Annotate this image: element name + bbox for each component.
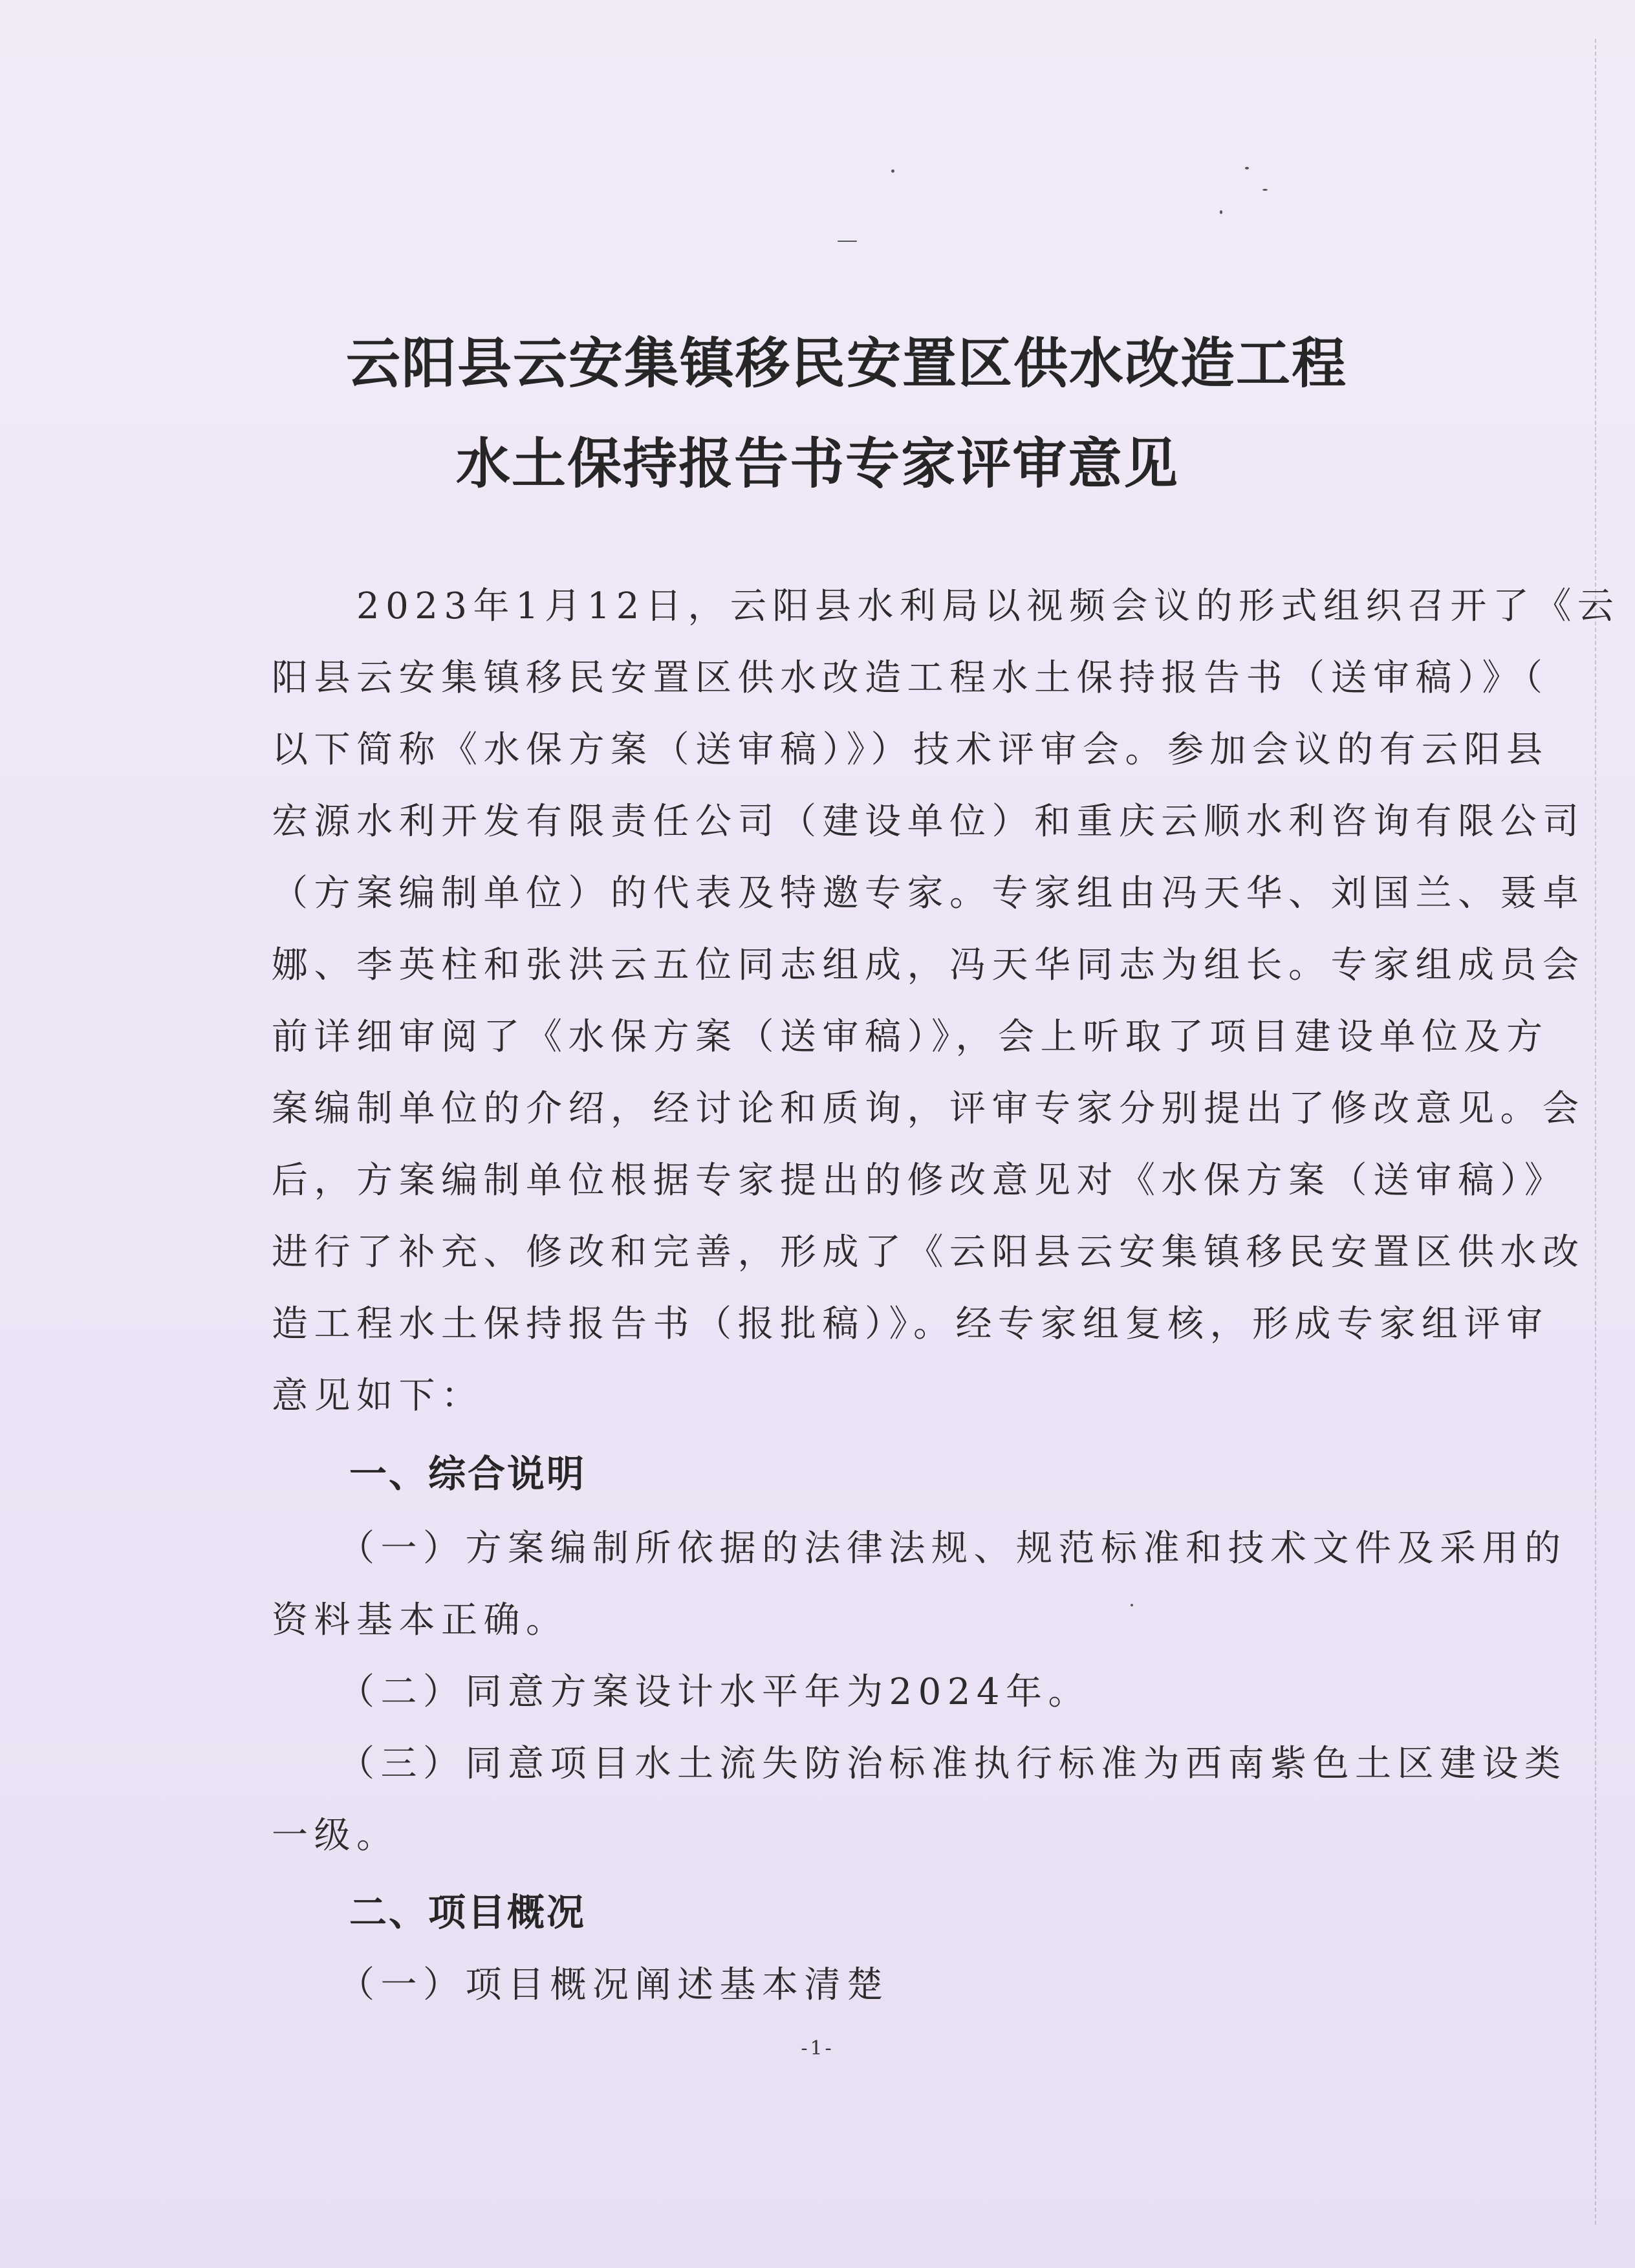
paragraph-line: 前详细审阅了《水保方案（送审稿）》，会上听取了项目建设单位及方 [272,1016,1549,1058]
section-heading-2: 二、项目概况 [349,1890,587,1934]
scan-speck [1131,1604,1133,1606]
scan-speck [1245,167,1249,169]
scan-speck [838,241,857,242]
paragraph-line: 案编制单位的介绍，经讨论和质询，评审专家分别提出了修改意见。会 [272,1088,1585,1130]
document-title-line-1: 云阳县云安集镇移民安置区供水改造工程 [345,332,1347,395]
paragraph-line: 后，方案编制单位根据专家提出的修改意见对《水保方案（送审稿）》 [272,1160,1567,1202]
scan-speck [891,169,894,173]
paragraph-line: 阳县云安集镇移民安置区供水改造工程水土保持报告书（送审稿）》（ [272,657,1549,699]
paragraph-line: （二）同意方案设计水平年为2024年。 [272,1671,1091,1713]
paragraph-line: 造工程水土保持报告书（报批稿）》。经专家组复核，形成专家组评审 [272,1303,1549,1345]
paragraph-line: 一级。 [272,1815,399,1857]
section-heading-1: 一、综合说明 [349,1452,587,1496]
paragraph-line: 娜、李英柱和张洪云五位同志组成，冯天华同志为组长。专家组成员会 [272,944,1585,986]
paragraph-line: 资料基本正确。 [272,1599,568,1641]
page-number: -1- [801,2037,834,2060]
document-title-line-2: 水土保持报告书专家评审意见 [455,432,1179,495]
paragraph-line: 意见如下： [272,1375,484,1417]
paragraph-line: 宏源水利开发有限责任公司（建设单位）和重庆云顺水利咨询有限公司 [272,801,1585,843]
paragraph-line: （一）方案编制所依据的法律法规、规范标准和技术文件及采用的 [272,1528,1567,1570]
paragraph-line: 2023年1月12日，云阳县水利局以视频会议的形式组织召开了《云 [272,585,1620,627]
paragraph-line: 以下简称《水保方案（送审稿）》）技术评审会。参加会议的有云阳县 [272,729,1549,771]
paragraph-line: （一）项目概况阐述基本清楚 [272,1964,889,2006]
paragraph-line: （三）同意项目水土流失防治标准执行标准为西南紫色土区建设类 [272,1743,1567,1785]
scan-speck [1262,189,1268,191]
paragraph-line: 进行了补充、修改和完善，形成了《云阳县云安集镇移民安置区供水改 [272,1231,1585,1273]
scan-speck [1220,210,1222,214]
paragraph-line: （方案编制单位）的代表及特邀专家。专家组由冯天华、刘国兰、聂卓 [272,872,1585,914]
